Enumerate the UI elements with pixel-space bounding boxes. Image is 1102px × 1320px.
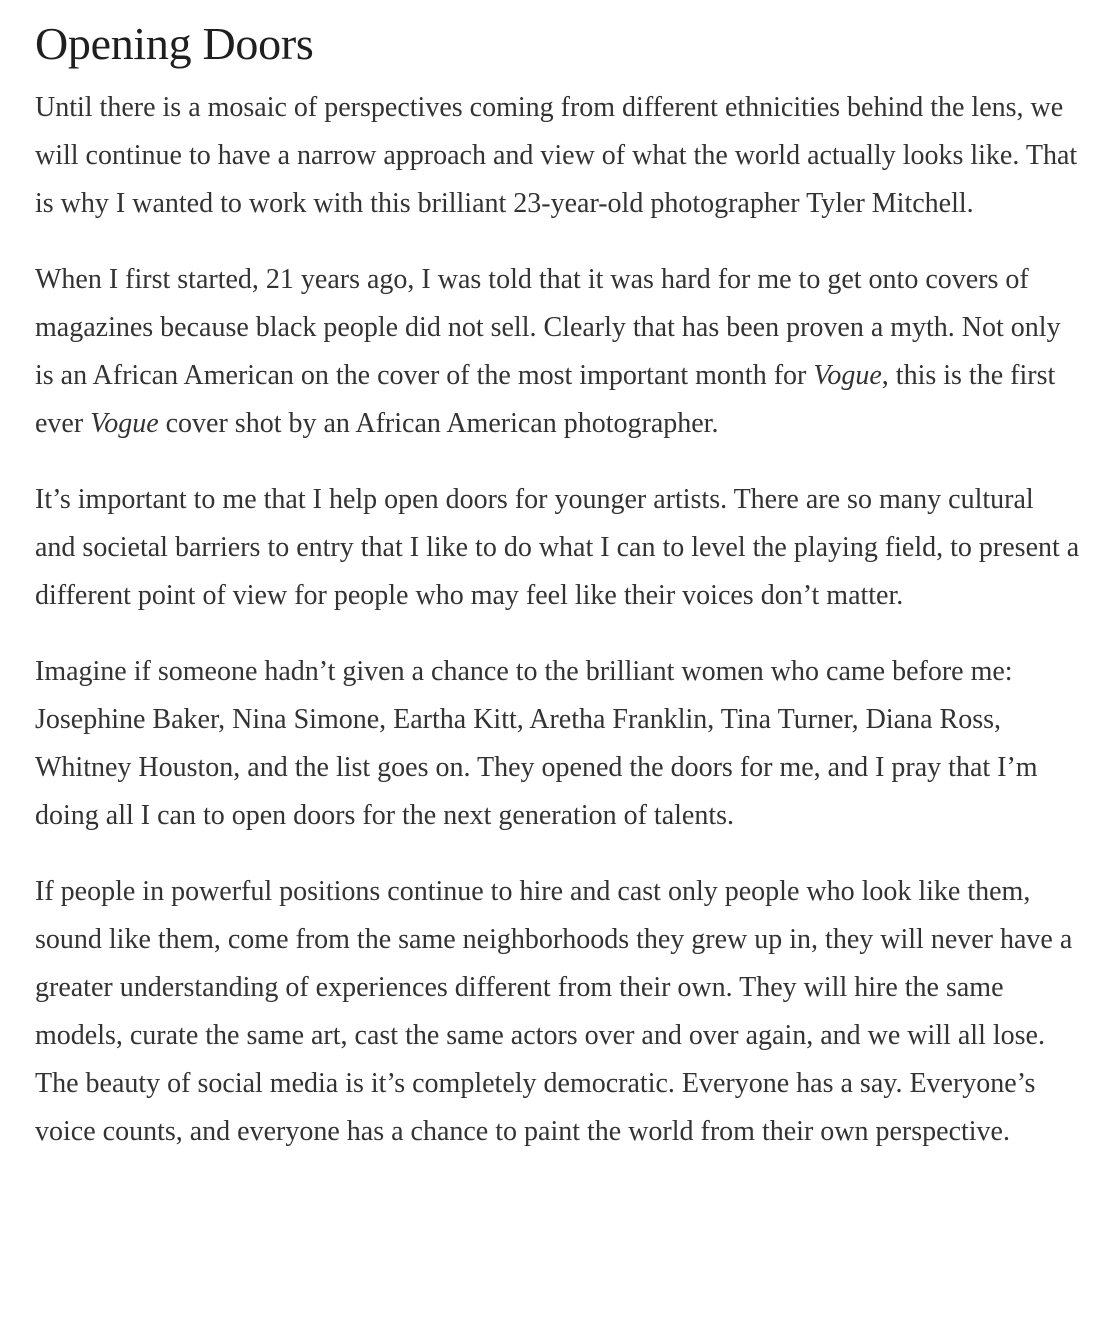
paragraph-text: cover shot by an African American photographer. [158, 408, 719, 439]
paragraph-1 [35, 84, 1080, 228]
article-title: Opening Doors [35, 18, 314, 69]
paragraph-text: If people in powerful positions continue to hire and cast only people who look like them, sound like them, come from the same neighborhoods they grew up in, they will never have a greater understanding of experiences different from their own. They will hire the same models, curate the same art, cast the same actors over and over again, and we will all lose. The beauty of social media is it’s completely democratic. Everyone has a say. Everyone’s voice counts, and everyone has a chance to paint the world from their own perspective. [35, 876, 1073, 1147]
paragraph-text: When I first started, 21 years ago, I was told that it was hard for me to get onto covers of magazines because black people did not sell. Clearly that has been proven a myth. Not only is an African American on the cover of the most important month for [35, 264, 1061, 391]
paragraph-2 [35, 256, 1080, 448]
paragraph-5 [35, 868, 1080, 1156]
magazine-name-italic: Vogue [90, 408, 159, 439]
paragraph-3 [35, 476, 1080, 620]
article [35, 14, 1080, 1184]
paragraph-text: , this is the first ever [35, 360, 1056, 439]
paragraph-4 [35, 648, 1080, 840]
paragraph-text: It’s important to me that I help open doors for younger artists. There are so many cultural and societal barriers to entry that I like to do what I can to level the playing field, to present a different point of view for people who may feel like their voices don’t matter. [35, 484, 1080, 611]
paragraph-text: Until there is a mosaic of perspectives coming from different ethnicities behind the lens, we will continue to have a narrow approach and view of what the world actually looks like. That is why I wanted to work with this brilliant 23-year-old photographer Tyler Mitchell. [35, 92, 1078, 219]
magazine-name-italic: Vogue [813, 360, 882, 391]
paragraph-text: Imagine if someone hadn’t given a chance to the brilliant women who came before me: Josephine Baker, Nina Simone, Eartha Kitt, Aretha Franklin, Tina Turner, Diana Ross, Whitney Houston, and the list goes on. They opened the doors for me, and I pray that I’m doing all I can to open doors for the next generation of talents. [35, 656, 1038, 831]
